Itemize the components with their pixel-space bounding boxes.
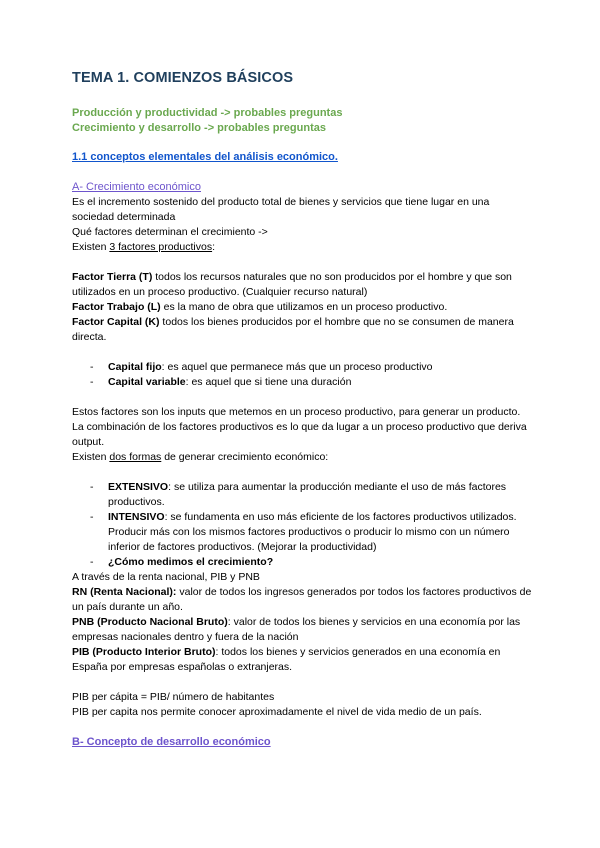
per-capita-formula: PIB per cápita = PIB/ número de habitantes (72, 691, 275, 703)
section-a-title: A- Crecimiento económico (72, 181, 201, 193)
factor-trabajo: Factor Trabajo (L) es la mano de obra que utilizamos en un proceso productivo. (72, 301, 448, 313)
note-production: Producción y productividad -> probables preguntas (72, 107, 343, 119)
growth-definition: Es el incremento sostenido del producto total de bienes y servicios que tiene lugar en una sociedad determinada (72, 196, 490, 223)
per-capita-text: PIB per capita nos permite conocer aproximadamente el nivel de vida medio de un país. (72, 706, 482, 718)
factors-intro: Existen 3 factores productivos: (72, 241, 215, 253)
capital-types-list (72, 360, 532, 390)
list-item: - EXTENSIVO: se utiliza para aumentar la producción mediante el uso de más factores productivos. (90, 481, 507, 508)
measure-intro: A través de la renta nacional, PIB y PNB (72, 571, 260, 583)
section-1-title: 1.1 conceptos elementales del análisis económico. (72, 151, 338, 163)
growth-forms-list (72, 480, 532, 570)
inputs-text: Estos factores son los inputs que metemos en un proceso productivo, para generar un producto. (72, 406, 521, 418)
growth-question: Qué factores determinan el crecimiento -> (72, 226, 268, 238)
document-page (72, 70, 532, 750)
list-item: - Capital fijo: es aquel que permanece más que un proceso productivo (90, 361, 433, 373)
factor-tierra: Factor Tierra (T) todos los recursos naturales que no son producidos por el hombre y que son utilizados en un proceso productivo. (Cualquier recurso natural) (72, 271, 512, 298)
combination-text: La combinación de los factores productivos es lo que da lugar a un proceso productivo que deriva output. (72, 421, 527, 448)
forms-intro: Existen dos formas de generar crecimiento económico: (72, 451, 329, 463)
page-title: TEMA 1. COMIENZOS BÁSICOS (72, 70, 294, 86)
section-b-title: B- Concepto de desarrollo económico (72, 736, 271, 748)
list-item: - Capital variable: es aquel que si tiene una duración (90, 376, 352, 388)
measure-rn: RN (Renta Nacional): valor de todos los ingresos generados por todos los factores productivos de un país durante un año. (72, 586, 532, 613)
measure-pib: PIB (Producto Interior Bruto): todos los bienes y servicios generados en una economía en España por empresas españolas o extranjeras. (72, 646, 501, 673)
list-item: - INTENSIVO: se fundamenta en uso más eficiente de los factores productivos utilizados. Producir más con los mismos factores productivos o producir lo mismo con un número inferior de factores productivos. (Mejorar la productividad) (90, 511, 517, 553)
factor-capital: Factor Capital (K) todos los bienes producidos por el hombre que no se consumen de manera directa. (72, 316, 514, 343)
measure-pnb: PNB (Producto Nacional Bruto): valor de todos los bienes y servicios en una economía por las empresas nacionales dentro y fuera de la nación (72, 616, 521, 643)
list-item: - ¿Cómo medimos el crecimiento? (90, 556, 274, 568)
note-growth: Crecimiento y desarrollo -> probables preguntas (72, 122, 326, 134)
